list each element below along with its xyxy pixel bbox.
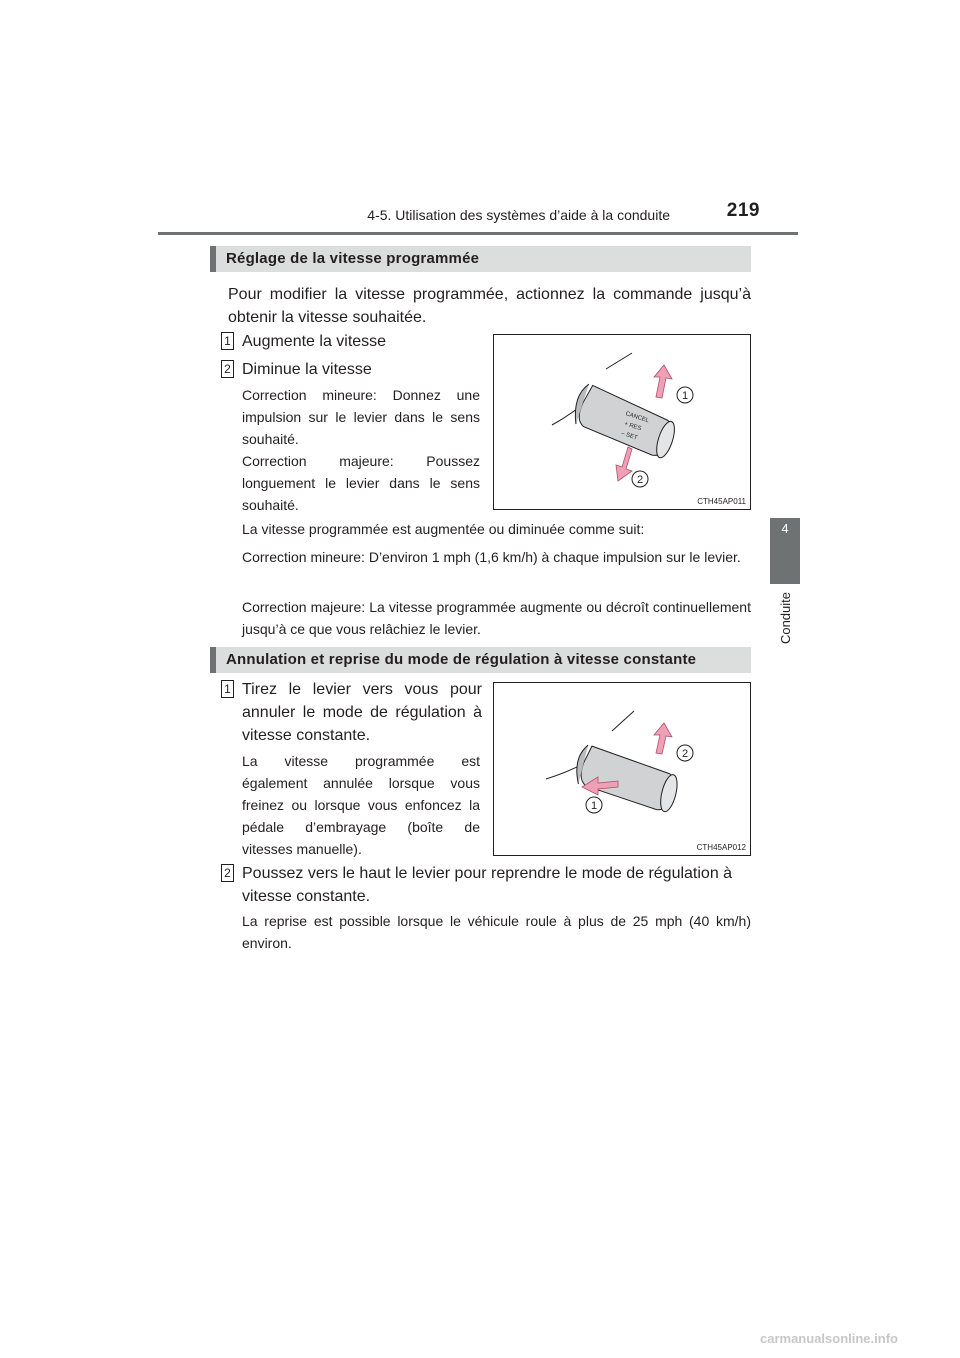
item-note: La reprise est possible lorsque le véhicule roule à plus de 25 mph (40 km/h) environ. (242, 913, 751, 951)
section-heading-text: Annulation et reprise du mode de régulation à vitesse constante (226, 651, 697, 668)
section-heading-text: Réglage de la vitesse programmée (226, 250, 480, 267)
item-text: Poussez vers le haut le levier pour reprendre le mode de régulation à vitesse constante. (242, 865, 733, 905)
running-header: 4-5. Utilisation des systèmes d’aide à la conduite (367, 207, 670, 223)
paragraph: Correction mineure: D’environ 1 mph (1,6 km/h) à chaque impulsion sur le levier. (242, 549, 741, 565)
paragraph: La vitesse programmée est augmentée ou diminuée comme suit: (242, 521, 645, 537)
page-number: 219 (726, 200, 760, 221)
callout-2: 2 (636, 474, 644, 486)
item-number-badge: 1 (221, 680, 234, 698)
lever-label-res: + RES (623, 421, 642, 433)
arrow-down-icon (616, 447, 632, 481)
intro-paragraph: Pour modifier la vitesse programmée, actionnez la commande jusqu’à obtenir la vitesse souhaitée. (228, 286, 751, 326)
item-note: Correction majeure: Poussez longuement le levier dans le sens souhaité. (242, 453, 480, 513)
chapter-number: 4 (781, 521, 789, 536)
arrow-up-icon (654, 365, 672, 398)
callout-2: 2 (681, 748, 689, 760)
item-number-badge: 1 (221, 332, 234, 350)
arrow-up-icon (654, 723, 672, 754)
lever-label-set: – SET (620, 430, 639, 442)
figure-code: CTH45AP011 (697, 497, 746, 506)
callout-1: 1 (681, 390, 689, 402)
lever-illustration (494, 335, 750, 509)
section-heading-annulation (210, 647, 751, 673)
watermark: carmanualsonline.info (760, 1331, 898, 1346)
item-note: Correction mineure: Donnez une impulsion sur le levier dans le sens souhaité. (242, 387, 480, 447)
header-rule (158, 232, 798, 235)
lever-illustration (494, 683, 750, 855)
figure-lever-adjust (493, 334, 751, 510)
figure-lever-cancel-resume (493, 682, 751, 856)
chapter-label-text: Conduite (777, 592, 793, 645)
item-note: La vitesse programmée est également annulée lorsque vous freinez ou lorsque vous enfoncez la pédale d’embrayage (boîte de vitesses manuelle). (242, 753, 480, 857)
item-text: Diminue la vitesse (242, 361, 372, 378)
lever-label-cancel: CANCEL (624, 411, 650, 425)
section-heading-reglage (210, 246, 751, 272)
item-number-badge: 2 (221, 864, 234, 882)
item-text: Tirez le levier vers vous pour annuler le mode de régulation à vitesse constante. (242, 681, 482, 744)
chapter-label (770, 592, 800, 702)
figure-code: CTH45AP012 (696, 843, 746, 852)
paragraph: Correction majeure: La vitesse programmée augmente ou décroît continuellement jusqu’à ce que vous relâchiez le levier. (242, 599, 751, 637)
item-number-badge: 2 (221, 360, 234, 378)
callout-1: 1 (590, 800, 598, 812)
item-text: Augmente la vitesse (242, 333, 387, 350)
